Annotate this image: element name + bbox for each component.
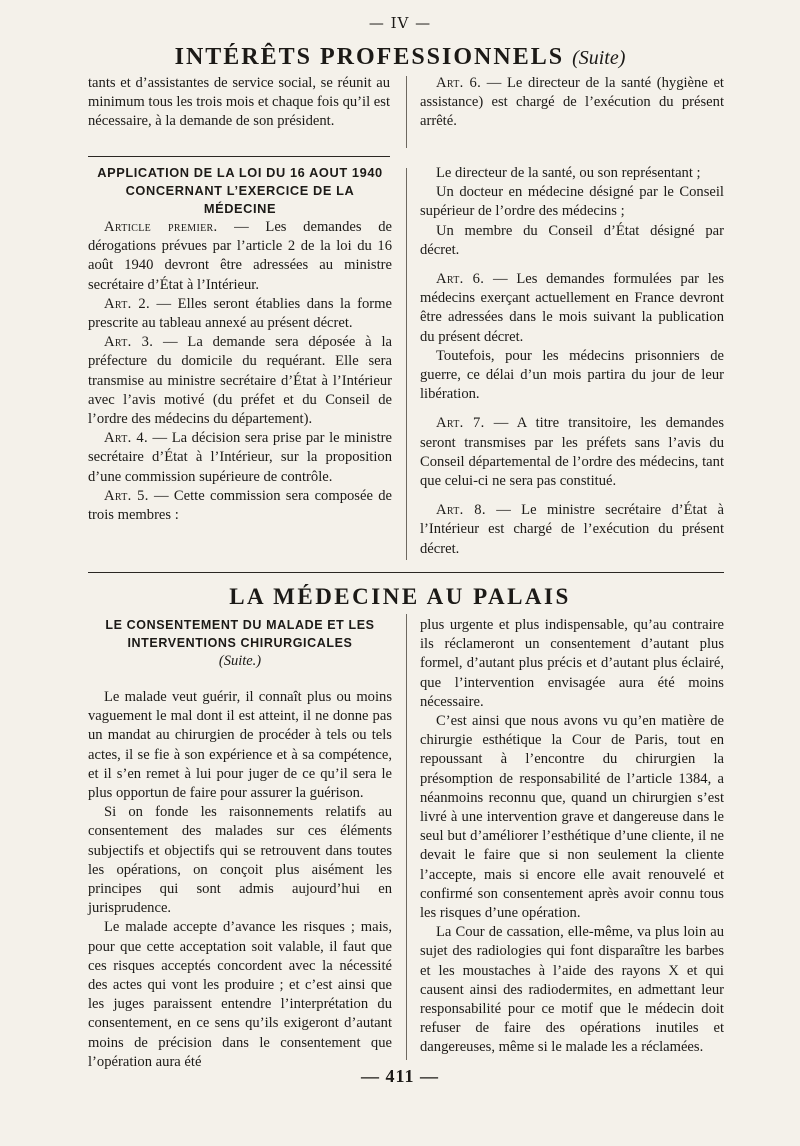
section-title-text: INTÉRÊTS PROFESSIONNELS [174,44,565,70]
section-title [0,44,800,71]
section-title-suite: (Suite) [572,47,626,69]
palais-title: LA MÉDECINE AU PALAIS [229,584,571,609]
column-divider [406,168,407,560]
column-divider [406,76,407,148]
top-right-text: Art. 6. — Le directeur de la santé (hygiène et assistance) est chargé de l’exécution du présent arrêté. [420,75,724,130]
palais-right-column: plus urgente et plus indispensable, qu’au contraire ils réclameront un consentement d’autant plus formel, d’autant plus précis et d’autant plus éclairé, que l’intervention envisagée aura été moins nécessaire. C’est ainsi que nous avons vu qu’en matière de chirurgie esthétique la Cour de Paris, tout en repoussant à l’encontre du chirurgien la présomption de responsabilité de l’article 1384, a néanmoins reconnu que, quand un chirurgien s’est livré à une intervention grave et dangereuse dans le seul but d’améliorer l’esthétique d’une cliente, il ne devait le faire que si non seulement la cliente l’accepte, mais si encore elle avait renouvelé et confirmé son consentement après avoir connu tous les risques d’une opération. La Cour de cassation, elle-même, va plus loin au sujet des radiologies qui font disparaître les barbes et les moustaches à l’aide des rayons X et qui causent ainsi des radiodermites, en admettant leur responsabilité pour ce motif que le médecin doit refuser de faire des opérations inutiles et dangereuses, même si le malade les a réclamées. [420,617,724,1056]
roman-page-number: — IV — [368,14,432,32]
page-number: — 411 — [360,1066,439,1086]
palais-subheading: LE CONSENTEMENT DU MALADE ET LES INTERVENTIONS CHIRURGICALES (Suite.) [105,618,375,669]
column-divider [406,614,407,1060]
rule-left [88,156,390,157]
palais-left-column: Le malade veut guérir, il connaît plus ou moins vaguement le mal dont il est atteint, il ne donne pas un mandat au chirurgien de procéder à tels ou tels actes, il se fie à son expérience et à sa compétence, et il s’en remet à lui pour juger de ce qu’il sera le plus opportun de faire pour assurer la guérison. Si on fonde les raisonnements relatifs au consentement des malades sur ces éléments subjectifs et objectifs qui se retrouvent dans toutes les opérations, on conçoit plus aisément les principes qui sont admis aujourd’hui en jurisprudence. Le malade accepte d’avance les risques ; mais, pour que cette acceptation soit valable, il faut que ces risques acceptés concordent avec la nécessité des actes qui vont les produire ; et c’est ainsi que les juges paraissent entendre l’interprétation du consentement, en ce sens qu’ils exigeront d’autant moins de précision dans le consentement que l’opération aura été [88,689,392,1070]
application-heading: APPLICATION DE LA LOI DU 16 AOUT 1940 CONCERNANT L’EXERCICE DE LA MÉDECINE [97,165,383,216]
top-left-text: tants et d’assistantes de service social, se réunit au minimum tous les trois mois et chaque fois qu’il est nécessaire, à la demande de son président. [88,75,390,130]
application-right-column: Le directeur de la santé, ou son représentant ; Un docteur en médecine désigné par le Conseil supérieur de l’ordre des médecins ; Un membre du Conseil d’État désigné par décret. Art. 6. — Les demandes formulées par les médecins exerçant actuellement en France devront être adressées dans le mois suivant la publication du présent décret. Toutefois, pour les médecins prisonniers de guerre, ce délai d’un mois partira du jour de leur libération. Art. 7. — A titre transitoire, les demandes seront transmises par les préfets sans l’avis du Conseil départemental de l’ordre des médecins, tant que celui-ci ne sera pas constitué. Art. 8. — Le ministre secrétaire d’État à l’Intérieur est chargé de l’exécution du présent décret. [420,165,725,557]
rule-full [88,572,724,573]
application-left-column: Article premier. — Les demandes de dérogations prévues par l’article 2 de la loi du 16 août 1940 devront être adressées au ministre secrétaire d’État à l’Intérieur. Art. 2. — Elles seront établies dans la forme prescrite au tableau annexé au présent décret. Art. 3. — La demande sera déposée à la préfecture du domicile du requérant. Elle sera transmise au ministre secrétaire d’État à l’Intérieur avec l’avis motivé (du préfet et du Conseil de l’ordre des médecins du département). Art. 4. — La décision sera prise par le ministre secrétaire d’État à l’Intérieur, sur la proposition d’une commission supérieure de contrôle. Art. 5. — Cette commission sera composée de trois membres : [88,219,392,524]
